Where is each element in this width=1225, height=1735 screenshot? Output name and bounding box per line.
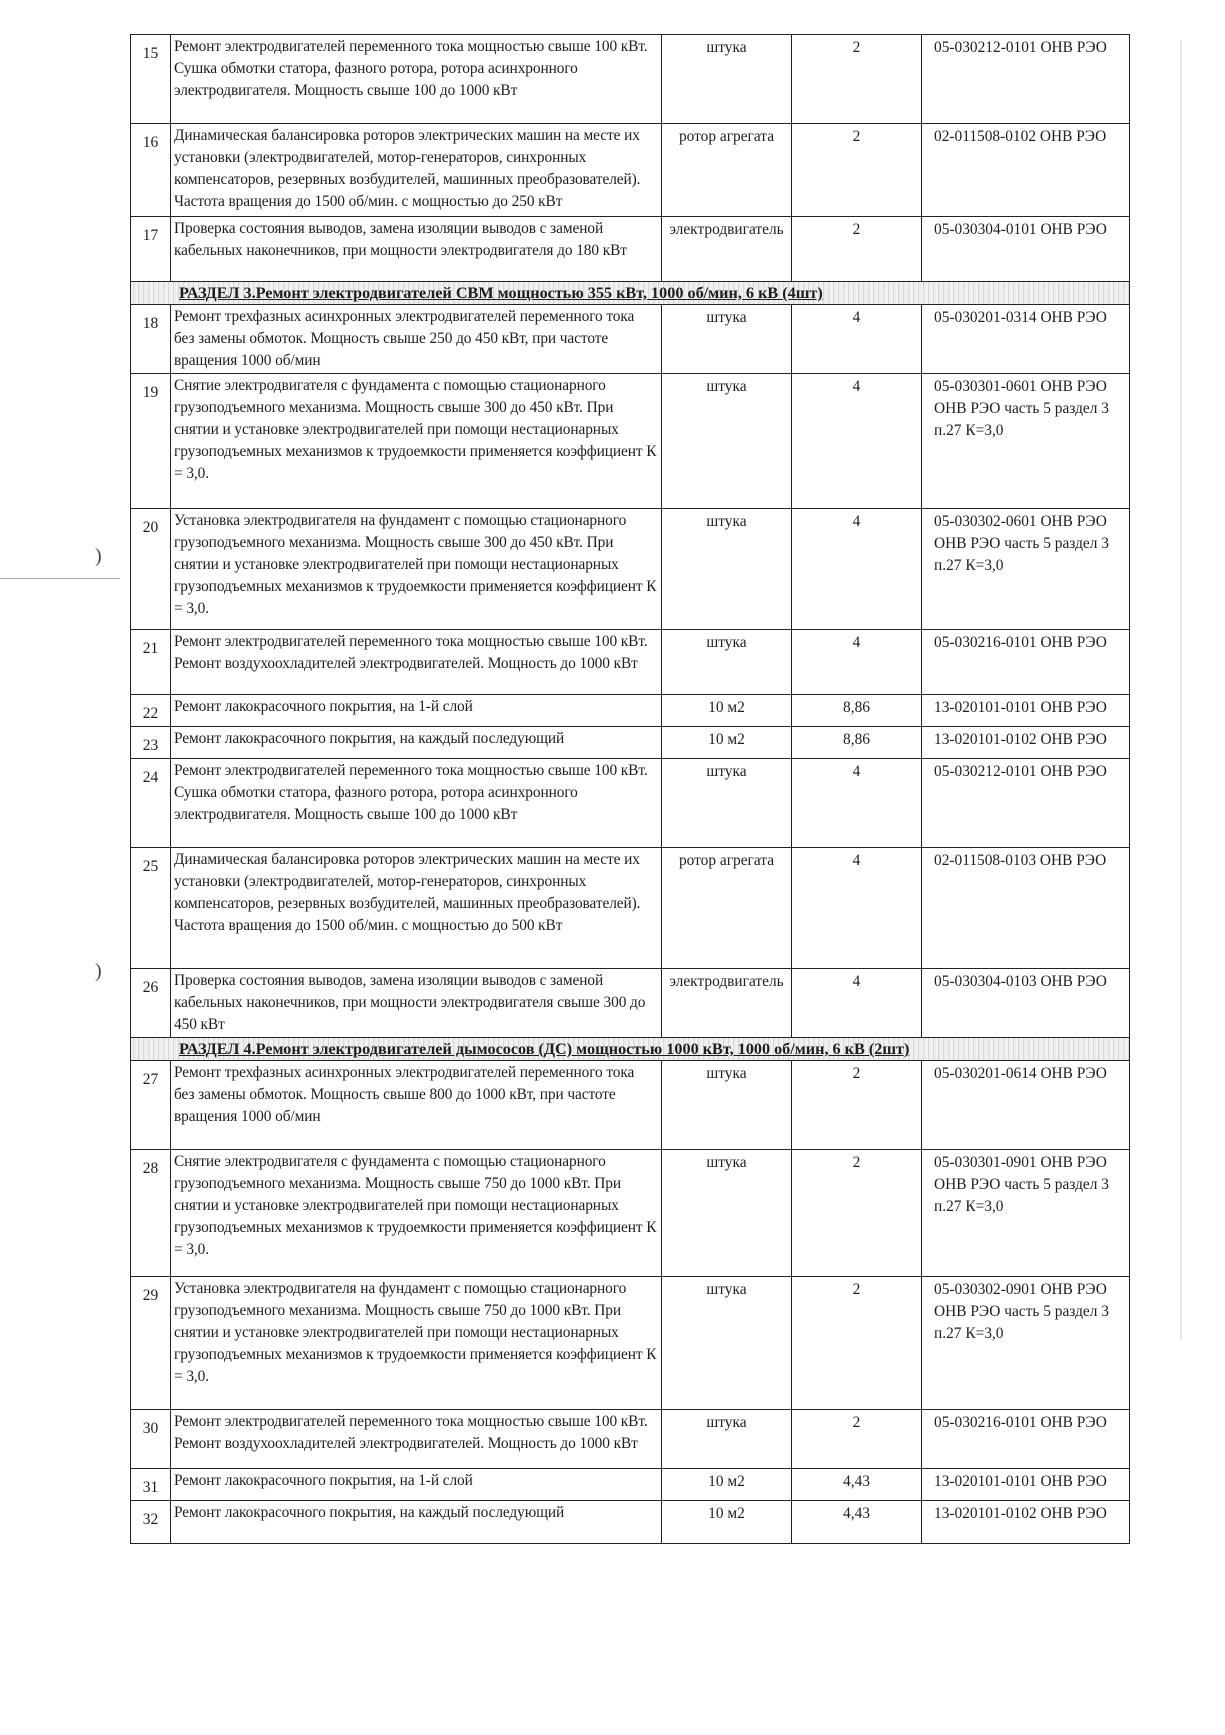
table-row <box>131 847 1129 968</box>
work-description: Ремонт электродвигателей переменного тока мощностью свыше 100 кВт. Сушка обмотки статора, фазного ротора, ротора асинхронного электродвигателя. Мощность свыше 100 до 1000 кВт <box>171 759 662 847</box>
table-row <box>131 1149 1129 1276</box>
table-row <box>131 968 1129 1037</box>
row-number: 25 <box>131 848 171 968</box>
quantity: 4,43 <box>792 1501 922 1543</box>
unit-of-measure: 10 м2 <box>662 1469 792 1500</box>
norm-code: 13-020101-0101 ОНВ РЭО <box>934 1473 1107 1490</box>
row-number: 23 <box>131 727 171 758</box>
table-row <box>131 123 1129 216</box>
work-description: Ремонт лакокрасочного покрытия, на каждый последующий <box>171 727 662 758</box>
unit-of-measure: штука <box>662 35 792 123</box>
work-description: Установка электродвигателя на фундамент с помощью стационарного грузоподъемного механизма. Мощность свыше 300 до 450 кВт. При снятии и установке электродвигателей при помощи нестационарных грузоподъемных механизмов к трудоемкости применяется коэффициент К = 3,0. <box>171 509 662 629</box>
row-number: 15 <box>131 35 171 123</box>
section-4-header: РАЗДЕЛ 4.Ремонт электродвигателей дымососов (ДС) мощностью 1000 кВт, 1000 об/мин, 6 кВ (2шт) <box>131 1037 1129 1060</box>
table-row <box>131 1500 1129 1543</box>
row-number: 18 <box>131 305 171 373</box>
norm-code: 05-030304-0103 ОНВ РЭО <box>934 973 1107 990</box>
unit-of-measure: 10 м2 <box>662 695 792 726</box>
table-row <box>131 758 1129 847</box>
work-description: Установка электродвигателя на фундамент с помощью стационарного грузоподъемного механизма. Мощность свыше 750 до 1000 кВт. При снятии и установке электродвигателей при помощи нестационарных грузоподъемных механизмов к трудоемкости применяется коэффициент К = 3,0. <box>171 1277 662 1409</box>
work-description: Ремонт лакокрасочного покрытия, на 1-й слой <box>171 1469 662 1500</box>
row-number: 29 <box>131 1277 171 1409</box>
work-description: Динамическая балансировка роторов электрических машин на месте их установки (электродвигателей, мотор-генераторов, синхронных компенсаторов, резервных возбудителей, машинных преобразователей). Частота вращения до 1500 об/мин. с мощностью до 500 кВт <box>171 848 662 968</box>
quantity: 4 <box>792 848 922 968</box>
norm-code: 02-011508-0102 ОНВ РЭО <box>934 128 1107 145</box>
table-row <box>131 1060 1129 1149</box>
table-row <box>131 694 1129 726</box>
unit-of-measure: 10 м2 <box>662 727 792 758</box>
work-description: Ремонт электродвигателей переменного тока мощностью свыше 100 кВт. Сушка обмотки статора, фазного ротора, ротора асинхронного электродвигателя. Мощность свыше 100 до 1000 кВт <box>171 35 662 123</box>
row-number: 24 <box>131 759 171 847</box>
quantity: 2 <box>792 1061 922 1149</box>
quantity: 2 <box>792 35 922 123</box>
quantity: 2 <box>792 1277 922 1409</box>
quantity: 4 <box>792 305 922 373</box>
norm-code: 05-030212-0101 ОНВ РЭО <box>934 39 1107 56</box>
row-number: 20 <box>131 509 171 629</box>
unit-of-measure: 10 м2 <box>662 1501 792 1543</box>
norm-code: 13-020101-0101 ОНВ РЭО <box>934 699 1107 716</box>
table-row <box>131 1276 1129 1409</box>
work-description: Ремонт электродвигателей переменного тока мощностью свыше 100 кВт. Ремонт воздухоохладителей электродвигателей. Мощность до 1000 кВт <box>171 630 662 694</box>
row-number: 26 <box>131 969 171 1037</box>
row-number: 22 <box>131 695 171 726</box>
quantity: 8,86 <box>792 727 922 758</box>
section-3-header: РАЗДЕЛ 3.Ремонт электродвигателей СВМ мощностью 355 кВт, 1000 об/мин, 6 кВ (4шт) <box>131 281 1129 304</box>
work-description: Снятие электродвигателя с фундамента с помощью стационарного грузоподъемного механизма. Мощность свыше 300 до 450 кВт. При снятии и установке электродвигателей при помощи нестационарных грузоподъемных механизмов к трудоемкости применяется коэффициент К = 3,0. <box>171 374 662 508</box>
scan-artifact-edge <box>1180 40 1182 1340</box>
work-description: Динамическая балансировка роторов электрических машин на месте их установки (электродвигателей, мотор-генераторов, синхронных компенсаторов, резервных возбудителей, машинных преобразователей). Частота вращения до 1500 об/мин. с мощностью до 250 кВт <box>171 124 662 216</box>
work-description: Проверка состояния выводов, замена изоляции выводов с заменой кабельных наконечников, при мощности электродвигателя до 180 кВт <box>171 217 662 281</box>
unit-of-measure: штука <box>662 1150 792 1276</box>
unit-of-measure: ротор агрегата <box>662 124 792 216</box>
row-number: 31 <box>131 1469 171 1500</box>
table-row <box>131 1409 1129 1468</box>
quantity: 4 <box>792 374 922 508</box>
work-description: Ремонт трехфазных асинхронных электродвигателей переменного тока без замены обмоток. Мощность свыше 800 до 1000 кВт, при частоте вращения 1000 об/мин <box>171 1061 662 1149</box>
norm-code: 05-030201-0614 ОНВ РЭО <box>934 1065 1107 1082</box>
table-row <box>131 216 1129 281</box>
quantity: 4,43 <box>792 1469 922 1500</box>
norm-code: 05-030216-0101 ОНВ РЭО <box>934 634 1107 651</box>
work-description: Снятие электродвигателя с фундамента с помощью стационарного грузоподъемного механизма. Мощность свыше 750 до 1000 кВт. При снятии и установке электродвигателей при помощи нестационарных грузоподъемных механизмов к трудоемкости применяется коэффициент К = 3,0. <box>171 1150 662 1276</box>
norm-code: 05-030304-0101 ОНВ РЭО <box>934 221 1107 238</box>
norm-code: 13-020101-0102 ОНВ РЭО <box>934 1505 1107 1522</box>
quantity: 2 <box>792 1150 922 1276</box>
unit-of-measure: ротор агрегата <box>662 848 792 968</box>
unit-of-measure: штука <box>662 1061 792 1149</box>
norm-code: 05-030212-0101 ОНВ РЭО <box>934 763 1107 780</box>
scan-bracket-mark: ) <box>95 545 102 567</box>
norm-code: 05-030201-0314 ОНВ РЭО <box>934 309 1107 326</box>
table-row <box>131 726 1129 758</box>
quantity: 4 <box>792 759 922 847</box>
norm-code: 05-030301-0901 ОНВ РЭО ОНВ РЭО часть 5 раздел 3 п.27 К=3,0 <box>934 1154 1109 1215</box>
norm-code: 05-030302-0901 ОНВ РЭО ОНВ РЭО часть 5 раздел 3 п.27 К=3,0 <box>934 1281 1109 1342</box>
table-row <box>131 508 1129 629</box>
unit-of-measure: штука <box>662 374 792 508</box>
quantity: 2 <box>792 124 922 216</box>
scan-bracket-mark: ) <box>95 960 102 982</box>
norm-code: 05-030302-0601 ОНВ РЭО ОНВ РЭО часть 5 раздел 3 п.27 К=3,0 <box>934 513 1109 574</box>
scan-artifact-line <box>0 578 120 579</box>
work-description: Ремонт лакокрасочного покрытия, на каждый последующий <box>171 1501 662 1543</box>
rows-group-b <box>131 304 1129 1037</box>
work-description: Ремонт трехфазных асинхронных электродвигателей переменного тока без замены обмоток. Мощность свыше 250 до 450 кВт, при частоте вращения 1000 об/мин <box>171 305 662 373</box>
row-number: 17 <box>131 217 171 281</box>
row-number: 21 <box>131 630 171 694</box>
row-number: 28 <box>131 1150 171 1276</box>
row-number: 32 <box>131 1501 171 1543</box>
norm-code: 02-011508-0103 ОНВ РЭО <box>934 852 1107 869</box>
quantity: 8,86 <box>792 695 922 726</box>
unit-of-measure: штука <box>662 305 792 373</box>
rows-group-c <box>131 1060 1129 1543</box>
row-number: 19 <box>131 374 171 508</box>
work-description: Ремонт лакокрасочного покрытия, на 1-й слой <box>171 695 662 726</box>
norm-code: 13-020101-0102 ОНВ РЭО <box>934 731 1107 748</box>
quantity: 2 <box>792 1410 922 1468</box>
table-row <box>131 373 1129 508</box>
norm-code: 05-030216-0101 ОНВ РЭО <box>934 1414 1107 1431</box>
norm-code: 05-030301-0601 ОНВ РЭО ОНВ РЭО часть 5 раздел 3 п.27 К=3,0 <box>934 378 1109 439</box>
unit-of-measure: штука <box>662 509 792 629</box>
work-description: Проверка состояния выводов, замена изоляции выводов с заменой кабельных наконечников, при мощности электродвигателя свыше 300 до 450 кВт <box>171 969 662 1037</box>
quantity: 4 <box>792 969 922 1037</box>
unit-of-measure: штука <box>662 759 792 847</box>
unit-of-measure: штука <box>662 630 792 694</box>
work-description: Ремонт электродвигателей переменного тока мощностью свыше 100 кВт. Ремонт воздухоохладителей электродвигателей. Мощность до 1000 кВт <box>171 1410 662 1468</box>
row-number: 16 <box>131 124 171 216</box>
table-row <box>131 629 1129 694</box>
quantity: 2 <box>792 217 922 281</box>
unit-of-measure: штука <box>662 1277 792 1409</box>
quantity: 4 <box>792 509 922 629</box>
row-number: 30 <box>131 1410 171 1468</box>
unit-of-measure: электродвигатель <box>662 217 792 281</box>
table-row <box>131 1468 1129 1500</box>
table-row <box>131 34 1129 123</box>
quantity: 4 <box>792 630 922 694</box>
unit-of-measure: штука <box>662 1410 792 1468</box>
row-number: 27 <box>131 1061 171 1149</box>
rows-group-a <box>131 34 1129 281</box>
unit-of-measure: электродвигатель <box>662 969 792 1037</box>
table-row <box>131 304 1129 373</box>
work-items-table <box>130 34 1130 1544</box>
